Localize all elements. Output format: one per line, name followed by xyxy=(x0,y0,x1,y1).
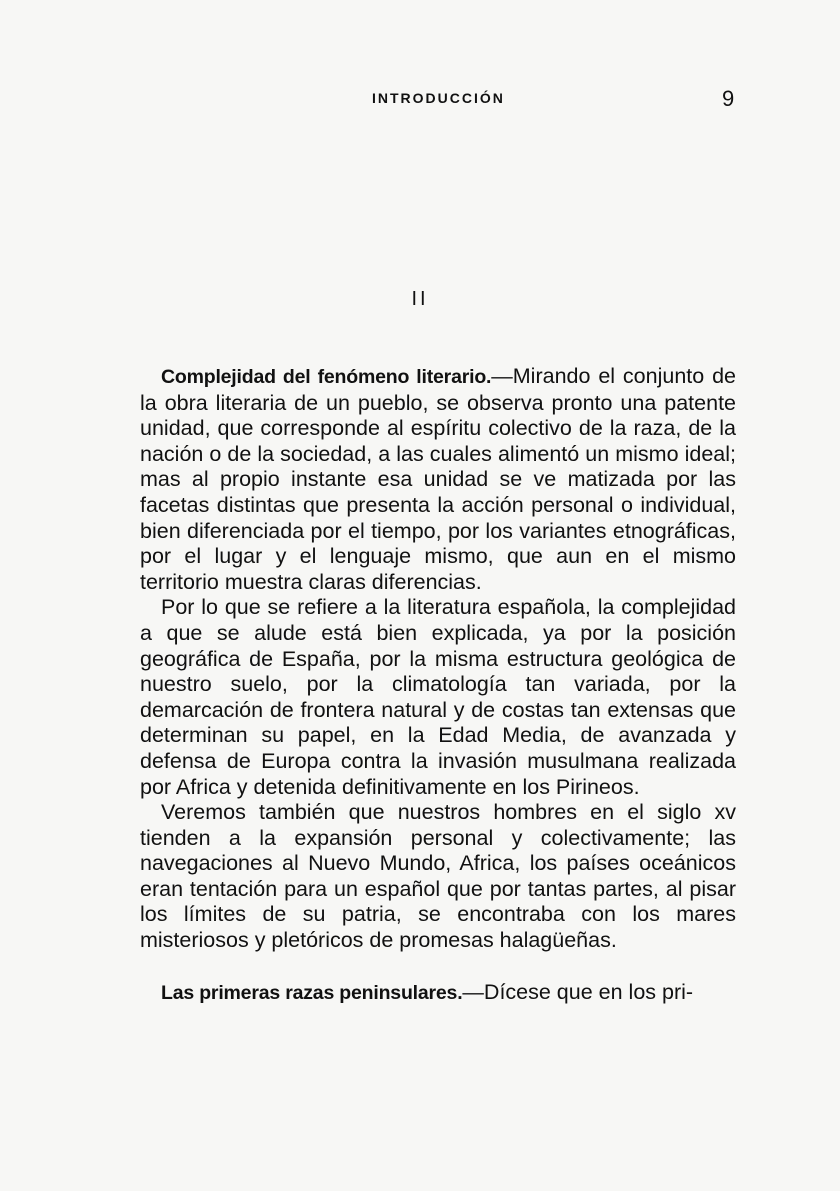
body-text xyxy=(140,364,736,1006)
run-in-heading: Complejidad del fenómeno literario. xyxy=(161,366,492,388)
paragraph-text: Veremos también que nuestros hombres en el siglo xv tienden a la expansión personal y colectivamente; las navegaciones al Nuevo Mundo, Africa, los países oceánicos eran tentación para un español que por tantas partes, al pisar los límites de su patria, se encontraba con los mares misteriosos y pletóricos de promesas halagüeñas. xyxy=(140,800,736,953)
paragraph-text: —Dícese que en los pri- xyxy=(462,979,694,1004)
running-header xyxy=(0,88,840,112)
page-number: 9 xyxy=(722,86,735,111)
paragraph xyxy=(140,595,736,800)
run-in-heading: Las primeras razas peninsulares. xyxy=(161,981,463,1004)
paragraph-text: Por lo que se refiere a la literatura española, la complejidad a que se alude está bien explicada, ya por la posición geográfica de España, por la misma estructura geológica de nuestro suelo, por la climatología tan variada, por la demarcación de frontera natural y de costas tan extensas que determinan su papel, en la Edad Media, de avanzada y defensa de Europa contra la invasión musulmana realizada por Africa y detenida definitivamente en los Pirineos. xyxy=(140,595,736,799)
running-title: INTRODUCCIÓN xyxy=(372,90,505,106)
section-number: II xyxy=(411,288,429,310)
paragraph-text: —Mirando el conjunto de la obra literaria de un pueblo, se observa pronto una patente unidad, que corresponde al espíritu colectivo de la raza, de la nación o de la sociedad, a las cuales alimentó un mismo ideal; mas al propio instante esa unidad se ve matizada por las facetas distintas que presenta la acción personal o individual, bien diferenciada por el tiempo, por los variantes etnográficas, por el lugar y el lenguaje mismo, que aun en el mismo territorio muestra claras diferencias. xyxy=(140,364,736,594)
paragraph xyxy=(140,364,736,595)
paragraph xyxy=(140,800,736,954)
paragraph xyxy=(140,980,736,1007)
